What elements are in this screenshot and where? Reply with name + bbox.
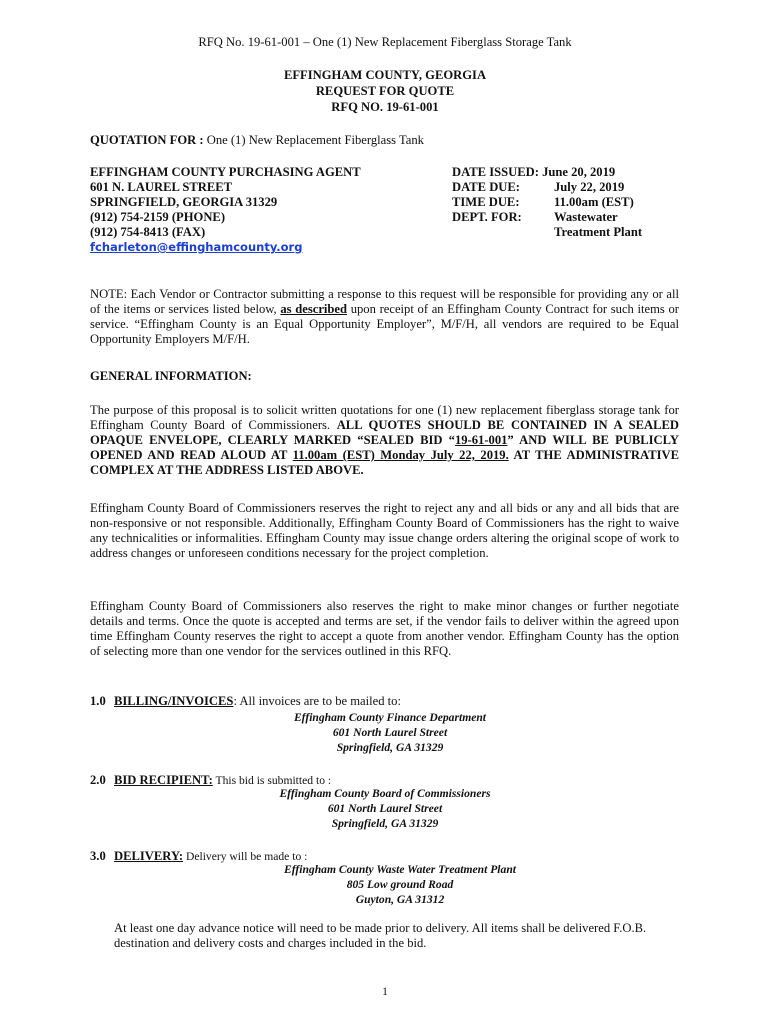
gp1-plain: The purpose of this proposal is to solicit written quotations for one (1) new replacement fiberglass storage tank for Effingham County Board of Commissioners. — [90, 403, 679, 432]
billing-title: BILLING/INVOICES — [114, 694, 234, 708]
delivery-address-line-2: 805 Low ground Road — [346, 878, 454, 891]
gp1-bold-1: ALL QUOTES SHOULD BE CONTAINED IN A SEALED OPAQUE ENVELOPE, CLEARLY MARKED “SEALED BID “ — [90, 418, 679, 447]
general-paragraph-2: Effingham County Board of Commissioners reserves the right to reject any and all bids or any and all bids that are non-responsive or not responsible. Additionally, Effingham County Board of Commissioners has the right to waive any technicalities or informalities. Effingham County may issue change orders altering the original scope of work to address changes or unforeseen conditions necessary for the project completion. — [90, 501, 679, 560]
dates-block — [452, 165, 692, 240]
recipient-title: BID RECIPIENT: — [114, 773, 213, 787]
delivery-number: 3.0 — [90, 849, 106, 863]
section-billing — [90, 694, 401, 709]
agent-fax: (912) 754-8413 (FAX) — [90, 225, 206, 239]
agent-city: SPRINGFIELD, GEORGIA 31329 — [90, 195, 278, 209]
delivery-address-line-3: Guyton, GA 31312 — [355, 893, 445, 906]
dept-for-value: Wastewater — [554, 210, 618, 224]
purchasing-agent-block — [90, 165, 430, 255]
title-rfq-number: RFQ NO. 19-61-001 — [331, 100, 439, 114]
agent-phone: (912) 754-2159 (PHONE) — [90, 210, 226, 224]
time-due-label: TIME DUE: — [452, 195, 520, 209]
delivery-address — [230, 862, 570, 907]
gp1-opening-time: 11.00am (EST) Monday July 22, 2019. — [292, 448, 509, 462]
title-request: REQUEST FOR QUOTE — [315, 84, 455, 98]
agent-street: 601 N. LAUREL STREET — [90, 180, 233, 194]
title-county: EFFINGHAM COUNTY, GEORGIA — [283, 68, 487, 82]
general-paragraph-3: Effingham County Board of Commissioners also reserves the right to make minor changes or further negotiate details and terms. Once the quote is accepted and terms are set, if the vendor fails to deliver within the agreed upon time Effingham County reserves the right to accept a quote from another vendor. Effingham County has the option of selecting more than one vendor for the services outlined in this RFQ. — [90, 599, 679, 658]
billing-text: : All invoices are to be mailed to: — [233, 694, 401, 708]
quotation-label: QUOTATION FOR : — [90, 133, 204, 147]
delivery-note: At least one day advance notice will need to be made prior to delivery. All items shall be delivered F.O.B. destination and delivery costs and charges included in the bid. — [114, 921, 647, 950]
recipient-address-line-1: Effingham County Board of Commissioners — [279, 787, 491, 800]
recipient-address — [200, 786, 570, 831]
note-paragraph — [90, 287, 679, 347]
date-issued-value: June 20, 2019 — [542, 165, 616, 179]
general-info-heading: GENERAL INFORMATION: — [90, 369, 252, 383]
recipient-address-line-2: 601 North Laurel Street — [327, 802, 443, 815]
quotation-for-line — [90, 133, 424, 148]
date-issued-label: DATE ISSUED: — [452, 165, 539, 179]
date-due-value: July 22, 2019 — [554, 180, 625, 194]
note-text-2: upon receipt of an Effingham County Contract for such items or service. “Effingham County is an Equal Opportunity Employer”, M/F/H, all vendors are required to be Equal Opportunity Employers M/F/H. — [90, 302, 679, 346]
agent-email-link[interactable]: fcharleton@effinghamcounty.org — [90, 240, 303, 254]
date-due-label: DATE DUE: — [452, 180, 520, 194]
agent-title: EFFINGHAM COUNTY PURCHASING AGENT — [90, 165, 361, 179]
recipient-text: This bid is submitted to : — [212, 774, 332, 787]
time-due-value: 11.00am (EST) — [554, 195, 634, 209]
delivery-text: Delivery will be made to : — [183, 850, 308, 863]
gp1-bold-3: AT THE ADMINISTRATIVE COMPLEX AT THE ADDRESS LISTED ABOVE. — [90, 448, 679, 477]
billing-address-line-2: 601 North Laurel Street — [332, 726, 448, 739]
general-paragraph-1 — [90, 403, 679, 478]
recipient-address-line-3: Springfield, GA 31329 — [331, 817, 439, 830]
recipient-number: 2.0 — [90, 773, 106, 787]
billing-address-line-1: Effingham County Finance Department — [293, 711, 487, 724]
gp1-bold-2: ” AND WILL BE PUBLICLY OPENED AND READ ALOUD AT — [90, 433, 679, 462]
billing-address-line-3: Springfield, GA 31329 — [336, 741, 444, 754]
gp1-bid-number: 19-61-001 — [454, 433, 508, 447]
note-emphasis: as described — [280, 302, 348, 316]
billing-number: 1.0 — [90, 694, 106, 708]
dept-for-label: DEPT. FOR: — [452, 210, 522, 224]
running-header: RFQ No. 19-61-001 – One (1) New Replacement Fiberglass Storage Tank — [198, 35, 572, 49]
delivery-address-line-1: Effingham County Waste Water Treatment Plant — [283, 863, 516, 876]
billing-address — [210, 710, 570, 755]
note-text-1: NOTE: Each Vendor or Contractor submitting a response to this request will be responsible for providing any or all of the items or services listed below, — [90, 287, 679, 316]
page-number: 1 — [382, 985, 388, 998]
quotation-value: One (1) New Replacement Fiberglass Tank — [203, 133, 424, 147]
delivery-title: DELIVERY: — [114, 849, 184, 863]
dept-for-value-2: Treatment Plant — [554, 225, 643, 239]
